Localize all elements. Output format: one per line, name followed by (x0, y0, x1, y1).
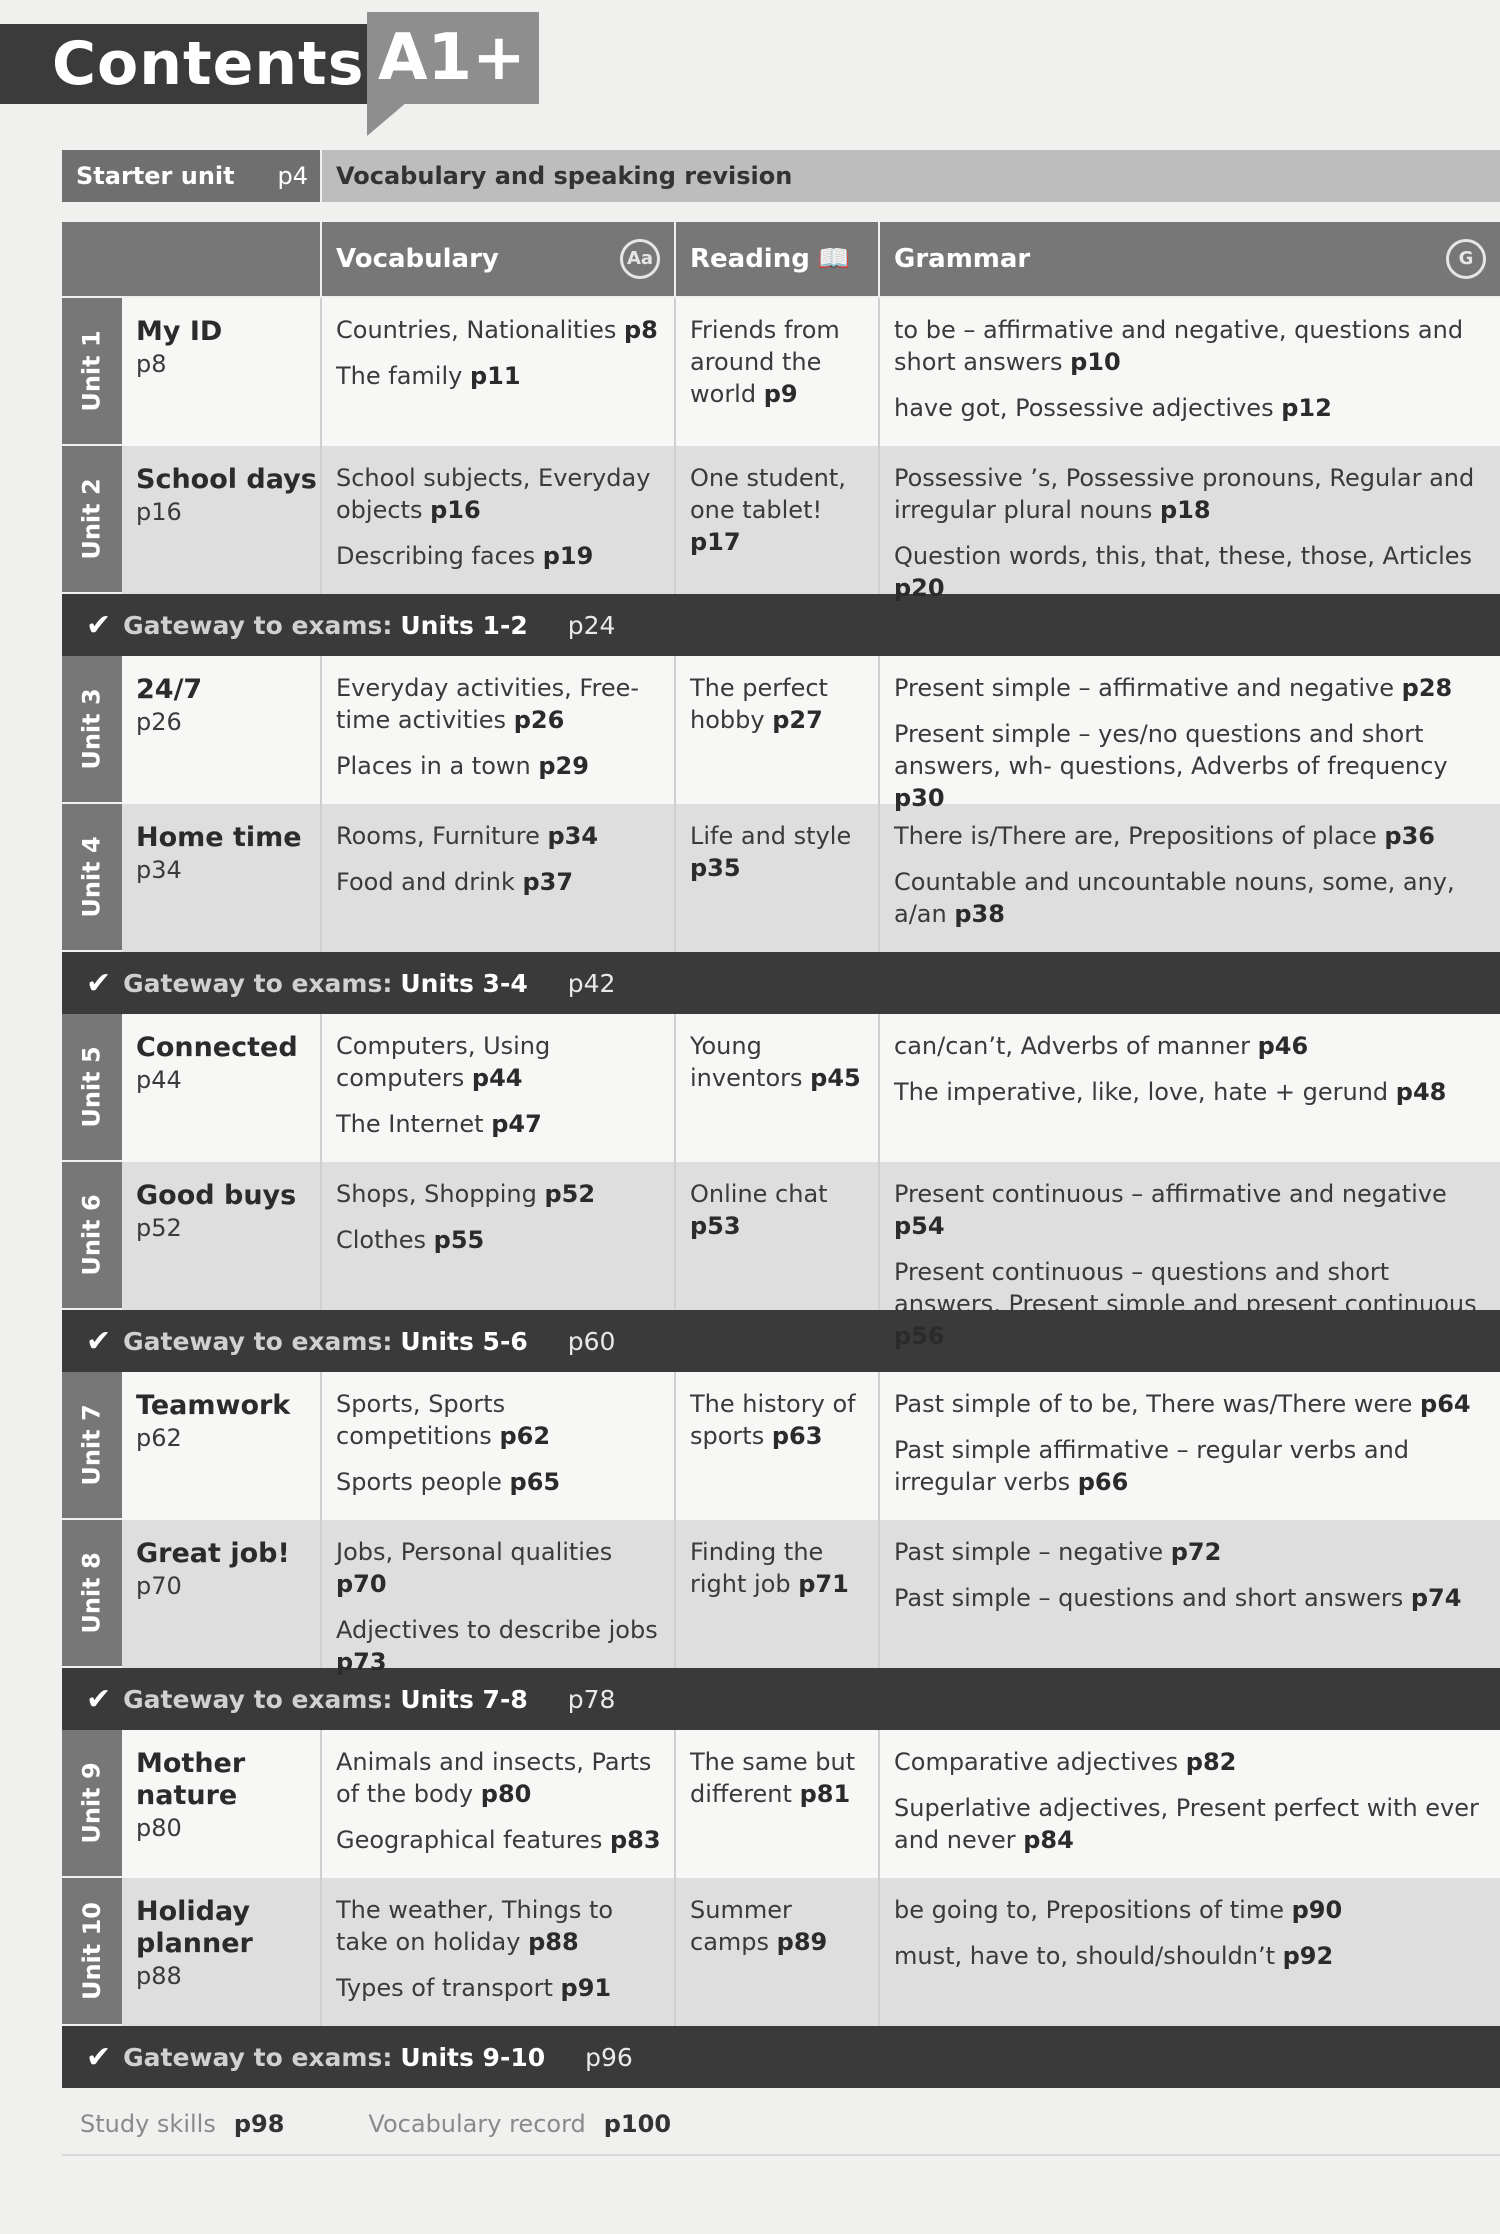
unit-title: Connected (136, 1032, 298, 1063)
grammar-entry (894, 1536, 1490, 1568)
grammar-entry-text: must, have to, should/shouldn’t (894, 1942, 1283, 1970)
unit-tab (62, 1878, 122, 2026)
gateway-units: Units 1-2 (400, 610, 528, 640)
starter-unit-row[interactable] (62, 150, 1500, 202)
study-skills-label: Study skills (80, 2110, 216, 2138)
study-skills-page: p98 (233, 2110, 285, 2138)
starter-unit-page: p4 (277, 162, 308, 190)
vocabulary-entry-text: Sports people (336, 1468, 510, 1496)
vocabulary-entry-page: p44 (471, 1064, 523, 1092)
gateway-page: p96 (585, 2042, 633, 2072)
grammar-entry-page: p28 (1401, 674, 1453, 702)
unit-title: Holiday planner (136, 1896, 253, 1959)
grammar-entry-text: Present simple – yes/no questions and short answers, wh- questions, Adverbs of frequency (894, 720, 1448, 780)
grammar-entry-text: Present simple – affirmative and negative (894, 674, 1402, 702)
reading-entry-page: p89 (776, 1928, 828, 1956)
grammar-entry (894, 1792, 1490, 1856)
vocabulary-entry-text: Rooms, Furniture (336, 822, 548, 850)
header-vocabulary (320, 222, 674, 296)
header-reading-label: Reading (690, 244, 810, 274)
vocabulary-entry-text: Places in a town (336, 752, 539, 780)
grammar-entry (894, 540, 1490, 604)
vocabulary-entry-page: p52 (544, 1180, 596, 1208)
unit-page: p62 (136, 1424, 182, 1452)
grammar-entry (894, 1940, 1490, 1972)
unit-row[interactable] (62, 1730, 1500, 1878)
reading-entry-page: p27 (772, 706, 823, 734)
reading-entry (690, 314, 868, 410)
vocabulary-entry (336, 866, 664, 898)
starter-unit-description: Vocabulary and speaking revision (322, 150, 1500, 202)
vocabulary-entry-page: p37 (522, 868, 574, 896)
vocabulary-entry-page: p91 (560, 1974, 612, 2002)
unit-tab (62, 1162, 122, 1310)
reading-entry-text: The same but different (690, 1748, 856, 1808)
grammar-entry-text: Past simple affirmative – regular verbs and irregular verbs (894, 1436, 1410, 1496)
unit-row[interactable] (62, 1014, 1500, 1162)
grammar-entry (894, 392, 1490, 424)
unit-title-cell (122, 1014, 320, 1162)
vocabulary-entry (336, 540, 664, 572)
check-icon: ✔ (86, 1323, 112, 1359)
gateway-bar[interactable] (62, 952, 1500, 1014)
gateway-bar[interactable] (62, 2026, 1500, 2088)
grammar-entry-page: p64 (1420, 1390, 1471, 1418)
unit-page: p8 (136, 350, 167, 378)
grammar-entry (894, 1030, 1490, 1062)
unit-tab (62, 298, 122, 446)
vocabulary-entry-text: Animals and insects, Parts of the body (336, 1748, 652, 1808)
vocabulary-entry-page: p83 (609, 1826, 661, 1854)
grammar-entry (894, 718, 1490, 814)
gateway-units: Units 3-4 (400, 968, 528, 998)
grammar-entry-page: p90 (1291, 1896, 1343, 1924)
grammar-entry-page: p30 (894, 784, 945, 812)
grammar-entry-text: Superlative adjectives, Present perfect with ever and never (894, 1794, 1479, 1854)
vocabulary-record-link[interactable] (368, 2110, 671, 2138)
vocabulary-entry (336, 1536, 664, 1600)
unit-tab (62, 1730, 122, 1878)
reading-entry-text: One student, one tablet! (690, 464, 846, 524)
reading-entry-page: p71 (798, 1570, 849, 1598)
vocabulary-cell (320, 1162, 674, 1310)
reading-entry (690, 672, 868, 736)
grammar-cell (878, 656, 1500, 812)
reading-entry (690, 1746, 868, 1810)
vocabulary-record-page: p100 (603, 2110, 672, 2138)
grammar-entry-text: There is/There are, Prepositions of place (894, 822, 1385, 850)
unit-title-cell (122, 1730, 320, 1878)
grammar-cell (878, 1372, 1500, 1520)
vocabulary-entry-text: Food and drink (336, 868, 523, 896)
check-icon: ✔ (86, 965, 112, 1001)
unit-tab-label: Unit 3 (78, 688, 107, 770)
grammar-entry-text: be going to, Prepositions of time (894, 1896, 1292, 1924)
reading-entry-page: p45 (810, 1064, 861, 1092)
unit-tab (62, 1372, 122, 1520)
vocabulary-entry (336, 1746, 664, 1810)
vocabulary-cell (320, 1878, 674, 2026)
unit-title: School days (136, 464, 317, 495)
unit-title-cell (122, 1372, 320, 1520)
vocabulary-entry (336, 672, 664, 736)
vocabulary-entry (336, 1824, 664, 1856)
check-icon: ✔ (86, 1681, 112, 1717)
vocabulary-entry-text: The family (336, 362, 470, 390)
vocabulary-entry-text: The weather, Things to take on holiday (336, 1896, 614, 1956)
vocabulary-entry (336, 1894, 664, 1958)
grammar-entry-page: p56 (894, 1322, 945, 1350)
grammar-entry-page: p54 (894, 1212, 945, 1240)
grammar-cell (878, 1730, 1500, 1878)
gateway-page: p60 (567, 1326, 616, 1356)
vocabulary-entry (336, 360, 664, 392)
grammar-entry-page: p82 (1185, 1748, 1237, 1776)
gateway-bar[interactable] (62, 1668, 1500, 1730)
grammar-entry-text: Present continuous – affirmative and negative (894, 1180, 1447, 1208)
gateway-units: Units 9-10 (400, 2042, 546, 2072)
vocabulary-entry-page: p88 (528, 1928, 579, 1956)
vocabulary-entry (336, 1614, 664, 1678)
vocabulary-entry (336, 1178, 664, 1210)
vocabulary-entry-text: Geographical features (336, 1826, 610, 1854)
reading-entry-text: The history of sports (690, 1390, 856, 1450)
grammar-entry-text: Possessive ’s, Possessive pronouns, Regular and irregular plural nouns (894, 464, 1475, 524)
unit-title-cell (122, 656, 320, 804)
vocabulary-entry-text: Everyday activities, Free-time activities (336, 674, 640, 734)
vocabulary-entry-text: Jobs, Personal qualities (336, 1538, 613, 1566)
unit-title: 24/7 (136, 674, 203, 705)
grammar-entry-text: Past simple – negative (894, 1538, 1171, 1566)
reading-cell (674, 1878, 878, 2026)
vocabulary-entry-text: Countries, Nationalities (336, 316, 624, 344)
unit-title-cell (122, 804, 320, 952)
vocabulary-cell (320, 298, 674, 446)
vocabulary-record-label: Vocabulary record (368, 2110, 586, 2138)
reading-entry-text: Young inventors (690, 1032, 811, 1092)
unit-page: p34 (136, 856, 182, 884)
vocabulary-entry-page: p55 (433, 1226, 485, 1254)
grammar-cell (878, 804, 1500, 952)
vocabulary-entry-text: Sports, Sports competitions (336, 1390, 506, 1450)
unit-tab-label: Unit 9 (78, 1762, 107, 1844)
grammar-entry-text: Comparative adjectives (894, 1748, 1186, 1776)
grammar-cell (878, 1162, 1500, 1350)
reading-cell (674, 804, 878, 952)
grammar-cell (878, 1520, 1500, 1668)
check-icon: ✔ (86, 607, 112, 643)
unit-tab (62, 1014, 122, 1162)
unit-row[interactable] (62, 1372, 1500, 1520)
reading-entry-page: p81 (799, 1780, 851, 1808)
unit-page: p88 (136, 1962, 182, 1990)
vocabulary-entry (336, 314, 664, 346)
unit-page: p44 (136, 1066, 182, 1094)
vocabulary-entry-page: p29 (538, 752, 589, 780)
vocabulary-entry-page: p34 (547, 822, 599, 850)
gateway-label: Gateway to exams: (123, 1684, 393, 1714)
unit-page: p70 (136, 1572, 182, 1600)
unit-tab (62, 1520, 122, 1668)
grammar-entry (894, 1388, 1490, 1420)
unit-title-cell (122, 1878, 320, 2026)
study-skills-link[interactable] (80, 2110, 284, 2138)
grammar-entry-text: Past simple – questions and short answers (894, 1584, 1411, 1612)
vocabulary-entry-text: School subjects, Everyday objects (336, 464, 651, 524)
reading-entry (690, 1894, 868, 1958)
reading-cell (674, 446, 878, 594)
unit-tab (62, 446, 122, 594)
page-title: Contents (52, 29, 365, 99)
reading-entry-text: Summer camps (690, 1896, 792, 1956)
starter-unit-label: Starter unit (76, 162, 235, 190)
reading-cell (674, 656, 878, 804)
reading-entry (690, 1536, 868, 1600)
column-header-row (62, 222, 1500, 296)
gateway-units: Units 5-6 (400, 1326, 528, 1356)
vocabulary-entry (336, 1224, 664, 1256)
vocabulary-entry (336, 1108, 664, 1140)
check-icon: ✔ (86, 2039, 112, 2075)
contents-table (62, 150, 1500, 2156)
gateway-page: p78 (567, 1684, 616, 1714)
reading-cell (674, 1162, 878, 1310)
unit-title-cell (122, 298, 320, 446)
vocabulary-cell (320, 1730, 674, 1878)
unit-page: p52 (136, 1214, 182, 1242)
reading-entry-text: Life and style (690, 822, 852, 850)
grammar-entry-text: The imperative, like, love, hate + gerund (894, 1078, 1396, 1106)
vocabulary-cell (320, 1372, 674, 1520)
grammar-entry-page: p66 (1077, 1468, 1129, 1496)
unit-tab-label: Unit 4 (78, 836, 107, 918)
vocabulary-cell (320, 804, 674, 952)
vocabulary-entry (336, 820, 664, 852)
vocabulary-entry (336, 1030, 664, 1094)
unit-title: Great job! (136, 1538, 290, 1569)
unit-tab-label: Unit 8 (78, 1552, 107, 1634)
gateway-label: Gateway to exams: (123, 2042, 393, 2072)
grammar-entry (894, 1582, 1490, 1614)
vocabulary-entry-text: Clothes (336, 1226, 434, 1254)
vocabulary-entry-page: p26 (513, 706, 565, 734)
reading-entry (690, 1030, 868, 1094)
grammar-entry-page: p72 (1170, 1538, 1222, 1566)
reading-cell (674, 1372, 878, 1520)
grammar-entry-page: p10 (1070, 348, 1121, 376)
unit-tab-label: Unit 6 (78, 1194, 107, 1276)
grammar-entry-page: p18 (1159, 496, 1211, 524)
grammar-entry-text: Question words, this, that, these, those, Articles (894, 542, 1473, 570)
grammar-entry-text: Countable and uncountable nouns, some, any, a/an (894, 868, 1455, 928)
gateway-page: p24 (567, 610, 616, 640)
reading-entry-text: Friends from around the world (690, 316, 840, 408)
grammar-entry-page: p84 (1023, 1826, 1074, 1854)
reading-cell (674, 1730, 878, 1878)
unit-title: My ID (136, 316, 223, 347)
unit-tab-label: Unit 2 (78, 478, 107, 560)
unit-row[interactable] (62, 656, 1500, 812)
grammar-entry-page: p38 (954, 900, 1005, 928)
unit-tab-label: Unit 10 (78, 1901, 106, 2001)
gateway-label: Gateway to exams: (123, 968, 393, 998)
grammar-entry-page: p92 (1282, 1942, 1334, 1970)
vocabulary-entry (336, 462, 664, 526)
vocabulary-entry-page: p70 (336, 1570, 387, 1598)
unit-title-cell (122, 1162, 320, 1310)
vocabulary-cell (320, 1520, 674, 1676)
reading-cell (674, 1014, 878, 1162)
reading-entry-page: p35 (690, 854, 741, 882)
vocabulary-entry-text: Computers, Using computers (336, 1032, 551, 1092)
unit-title-cell (122, 1520, 320, 1668)
header-grammar-label: Grammar (894, 244, 1031, 274)
gateway-label: Gateway to exams: (123, 1326, 393, 1356)
header-grammar (878, 222, 1500, 296)
unit-rows (62, 298, 1500, 2088)
reading-entry (690, 1178, 868, 1242)
grammar-cell (878, 1878, 1500, 2026)
header-vocabulary-label: Vocabulary (336, 244, 499, 274)
unit-page: p80 (136, 1814, 182, 1842)
grammar-entry (894, 866, 1490, 930)
grammar-entry-text: to be – affirmative and negative, questions and short answers (894, 316, 1464, 376)
vocabulary-entry-text: Describing faces (336, 542, 543, 570)
grammar-entry (894, 314, 1490, 378)
gateway-units: Units 7-8 (400, 1684, 528, 1714)
grammar-entry-page: p74 (1410, 1584, 1462, 1612)
grammar-entry-page: p36 (1384, 822, 1435, 850)
grammar-entry-text: Present continuous – questions and short answers, Present simple and present continuous (894, 1258, 1477, 1318)
grammar-entry (894, 1256, 1490, 1352)
vocabulary-entry (336, 1972, 664, 2004)
vocabulary-entry-page: p16 (430, 496, 481, 524)
reading-entry (690, 1388, 868, 1452)
unit-title: Mother nature (136, 1748, 246, 1811)
level-label: A1+ (378, 21, 526, 95)
unit-title: Good buys (136, 1180, 297, 1211)
reading-entry (690, 820, 868, 884)
grammar-cell (878, 298, 1500, 446)
reading-entry-page: p63 (771, 1422, 823, 1450)
grammar-entry (894, 672, 1490, 704)
unit-row[interactable] (62, 804, 1500, 952)
unit-row[interactable] (62, 298, 1500, 446)
vocabulary-entry-page: p80 (480, 1780, 532, 1808)
grammar-entry (894, 1178, 1490, 1242)
vocabulary-entry (336, 1466, 664, 1498)
vocabulary-entry-text: Shops, Shopping (336, 1180, 545, 1208)
vocabulary-entry (336, 1388, 664, 1452)
level-tag-tail (367, 102, 407, 136)
reading-entry-page: p53 (690, 1212, 741, 1240)
reading-entry (690, 462, 868, 558)
header-reading (674, 222, 878, 296)
unit-page: p16 (136, 498, 182, 526)
reading-entry-text: Online chat (690, 1180, 828, 1208)
grammar-cell (878, 446, 1500, 602)
grammar-entry (894, 462, 1490, 526)
unit-tab-label: Unit 5 (78, 1046, 107, 1128)
grammar-entry (894, 1746, 1490, 1778)
reading-cell (674, 1520, 878, 1668)
grammar-entry-text: Past simple of to be, There was/There were (894, 1390, 1421, 1418)
unit-tab (62, 656, 122, 804)
unit-title: Home time (136, 822, 302, 853)
unit-row[interactable] (62, 446, 1500, 602)
vocabulary-entry-page: p73 (336, 1648, 387, 1676)
vocabulary-entry-text: Types of transport (336, 1974, 561, 2002)
grammar-entry-page: p46 (1257, 1032, 1309, 1060)
book-icon: 📖 (817, 244, 851, 274)
vocabulary-entry (336, 750, 664, 782)
vocabulary-entry-page: p11 (469, 362, 521, 390)
vocabulary-cell (320, 656, 674, 804)
grammar-entry (894, 1894, 1490, 1926)
header-blank (62, 222, 320, 296)
unit-title: Teamwork (136, 1390, 291, 1421)
vocabulary-entry-page: p62 (499, 1422, 551, 1450)
grammar-entry-page: p20 (894, 574, 945, 602)
vocabulary-entry-page: p47 (491, 1110, 542, 1138)
footer-row (62, 2094, 1500, 2156)
gateway-page: p42 (567, 968, 616, 998)
unit-tab-label: Unit 1 (78, 330, 107, 412)
grammar-entry-page: p12 (1281, 394, 1332, 422)
reading-entry-page: p9 (763, 380, 798, 408)
grammar-icon: G (1446, 239, 1486, 279)
vocabulary-cell (320, 1014, 674, 1162)
grammar-entry-text: have got, Possessive adjectives (894, 394, 1282, 422)
unit-page: p26 (136, 708, 182, 736)
grammar-entry-text: can/can’t, Adverbs of manner (894, 1032, 1258, 1060)
vocabulary-icon: Aa (620, 239, 660, 279)
gateway-label: Gateway to exams: (123, 610, 393, 640)
unit-row[interactable] (62, 1878, 1500, 2026)
vocabulary-entry-page: p65 (509, 1468, 561, 1496)
reading-entry-page: p17 (690, 528, 741, 556)
grammar-entry (894, 1076, 1490, 1108)
vocabulary-entry-text: The Internet (336, 1110, 492, 1138)
grammar-entry (894, 1434, 1490, 1498)
unit-tab-label: Unit 7 (78, 1404, 107, 1486)
vocabulary-entry-page: p19 (542, 542, 594, 570)
reading-entry-text: The perfect hobby (690, 674, 828, 734)
grammar-entry-page: p48 (1395, 1078, 1447, 1106)
reading-cell (674, 298, 878, 446)
vocabulary-entry-page: p8 (624, 316, 658, 344)
vocabulary-entry-text: Adjectives to describe jobs (336, 1616, 658, 1644)
reading-entry-text: Finding the right job (690, 1538, 824, 1598)
unit-row[interactable] (62, 1520, 1500, 1676)
unit-title-cell (122, 446, 320, 594)
starter-unit-cell (62, 150, 320, 202)
grammar-entry (894, 820, 1490, 852)
grammar-cell (878, 1014, 1500, 1162)
unit-tab (62, 804, 122, 952)
vocabulary-cell (320, 446, 674, 594)
